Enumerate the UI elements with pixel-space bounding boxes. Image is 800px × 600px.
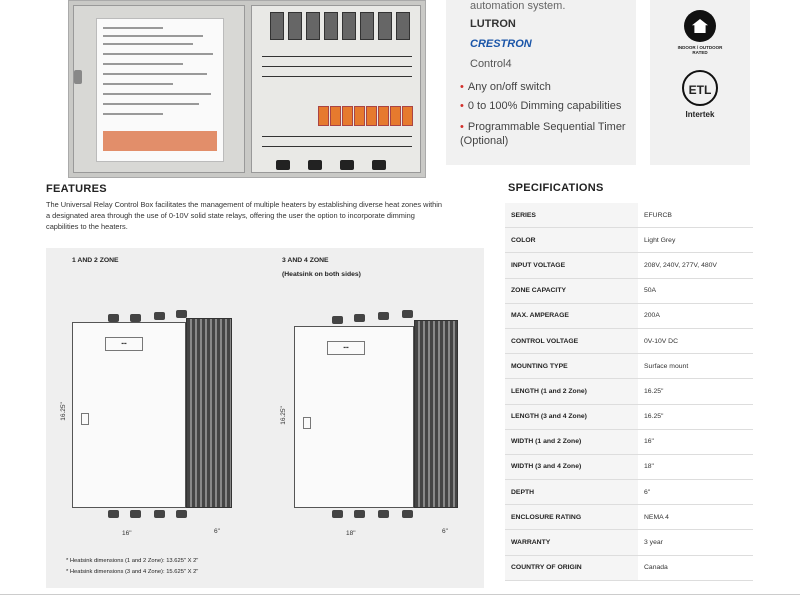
spec-row: [505, 505, 753, 530]
spec-key: LENGTH (3 and 4 Zone): [505, 404, 638, 429]
spec-value: NEMA 4: [638, 505, 753, 530]
spec-key: SERIES: [505, 203, 638, 228]
spec-value: 208V, 240V, 277V, 480V: [638, 253, 753, 278]
zone-label-3-4: 3 AND 4 ZONE: [282, 257, 329, 264]
spec-key: COLOR: [505, 228, 638, 253]
enclosure-1-2-zone: ▪▪▪: [72, 322, 186, 508]
spec-key: WARRANTY: [505, 530, 638, 555]
intertek-caption: Intertek: [685, 110, 715, 119]
specifications-table: [505, 203, 753, 581]
spec-row: [505, 379, 753, 404]
spec-value: Canada: [638, 555, 753, 580]
dimension-diagram: [46, 248, 484, 588]
bullet-item: • Any on/off switch: [460, 81, 551, 93]
heatsink-note-2: * Heatsink dimensions (3 and 4 Zone): 15.625" X 2": [66, 569, 199, 575]
lutron-logo: LUTRON: [470, 18, 516, 30]
bullet-item: • 0 to 100% Dimming capabilities: [460, 100, 622, 112]
width-dim-right: 18": [346, 530, 356, 537]
heatsink: [414, 320, 458, 508]
features-text: The Universal Relay Control Box facilitates the management of multiple heaters by establishing diverse heat zones within a designated area through the use of 0-10V solid state relays, offering the user the option to incorporate dimming capbilities to the heaters.: [46, 200, 443, 231]
zone-label-3-4-sub: (Heatsink on both sides): [282, 271, 361, 278]
spec-key: INPUT VOLTAGE: [505, 253, 638, 278]
spec-key: CONTROL VOLTAGE: [505, 328, 638, 353]
automation-heading-fragment: automation system.: [470, 0, 566, 12]
enclosure-door: [73, 5, 245, 173]
spec-row: [505, 480, 753, 505]
door-latch: [74, 70, 82, 84]
features-heading: FEATURES: [46, 183, 107, 195]
depth-dim-left: 6": [214, 528, 220, 535]
spec-key: DEPTH: [505, 480, 638, 505]
spec-key: ENCLOSURE RATING: [505, 505, 638, 530]
control4-logo: Control4: [470, 58, 512, 70]
spec-value: 0V-10V DC: [638, 328, 753, 353]
heatsink: [186, 318, 232, 508]
spec-key: WIDTH (3 and 4 Zone): [505, 454, 638, 479]
spec-value: 16.25": [638, 379, 753, 404]
spec-value: 16": [638, 429, 753, 454]
etl-mark-icon: ETL: [682, 70, 718, 106]
spec-key: LENGTH (1 and 2 Zone): [505, 379, 638, 404]
spec-value: Light Grey: [638, 228, 753, 253]
compatibility-panel: [446, 0, 636, 165]
indoor-outdoor-caption: INDOOR / OUTDOOR RATED: [677, 45, 723, 55]
spec-value: 50A: [638, 278, 753, 303]
enclosure-3-4-zone: ▪▪▪: [294, 326, 414, 508]
spec-key: COUNTRY OF ORIGIN: [505, 555, 638, 580]
page-divider: [0, 594, 800, 595]
spec-row: [505, 203, 753, 228]
spec-row: [505, 228, 753, 253]
spec-value: EFURCB: [638, 203, 753, 228]
house-icon: [684, 10, 716, 42]
height-dim-right: 16.25": [279, 406, 287, 425]
height-dim-left: 16.25": [59, 402, 67, 421]
spec-key: MOUNTING TYPE: [505, 354, 638, 379]
depth-dim-right: 6": [442, 528, 448, 535]
spec-row: [505, 303, 753, 328]
bullet-item: • Programmable Sequential Timer (Optional): [460, 121, 626, 147]
spec-row: [505, 278, 753, 303]
width-dim-left: 16": [122, 530, 132, 537]
spec-row: [505, 328, 753, 353]
spec-key: WIDTH (1 and 2 Zone): [505, 429, 638, 454]
wiring-diagram-sheet: [96, 18, 224, 162]
heatsink-note-1: * Heatsink dimensions (1 and 2 Zone): 13.625" X 2": [66, 558, 199, 564]
crestron-logo: CRESTRON: [470, 38, 532, 50]
spec-value: 16.25": [638, 404, 753, 429]
spec-value: Surface mount: [638, 354, 753, 379]
spec-value: 18": [638, 454, 753, 479]
spec-row: [505, 404, 753, 429]
spec-row: [505, 555, 753, 580]
relay-panel: [251, 5, 421, 173]
spec-value: 3 year: [638, 530, 753, 555]
certifications-panel: [650, 0, 750, 165]
zone-label-1-2: 1 AND 2 ZONE: [72, 257, 119, 264]
specifications-heading: SPECIFICATIONS: [508, 182, 604, 194]
spec-row: [505, 530, 753, 555]
spec-key: ZONE CAPACITY: [505, 278, 638, 303]
spec-row: [505, 253, 753, 278]
spec-row: [505, 354, 753, 379]
spec-row: [505, 454, 753, 479]
spec-value: 200A: [638, 303, 753, 328]
product-photo: [68, 0, 426, 178]
spec-key: MAX. AMPERAGE: [505, 303, 638, 328]
spec-value: 6": [638, 480, 753, 505]
spec-row: [505, 429, 753, 454]
